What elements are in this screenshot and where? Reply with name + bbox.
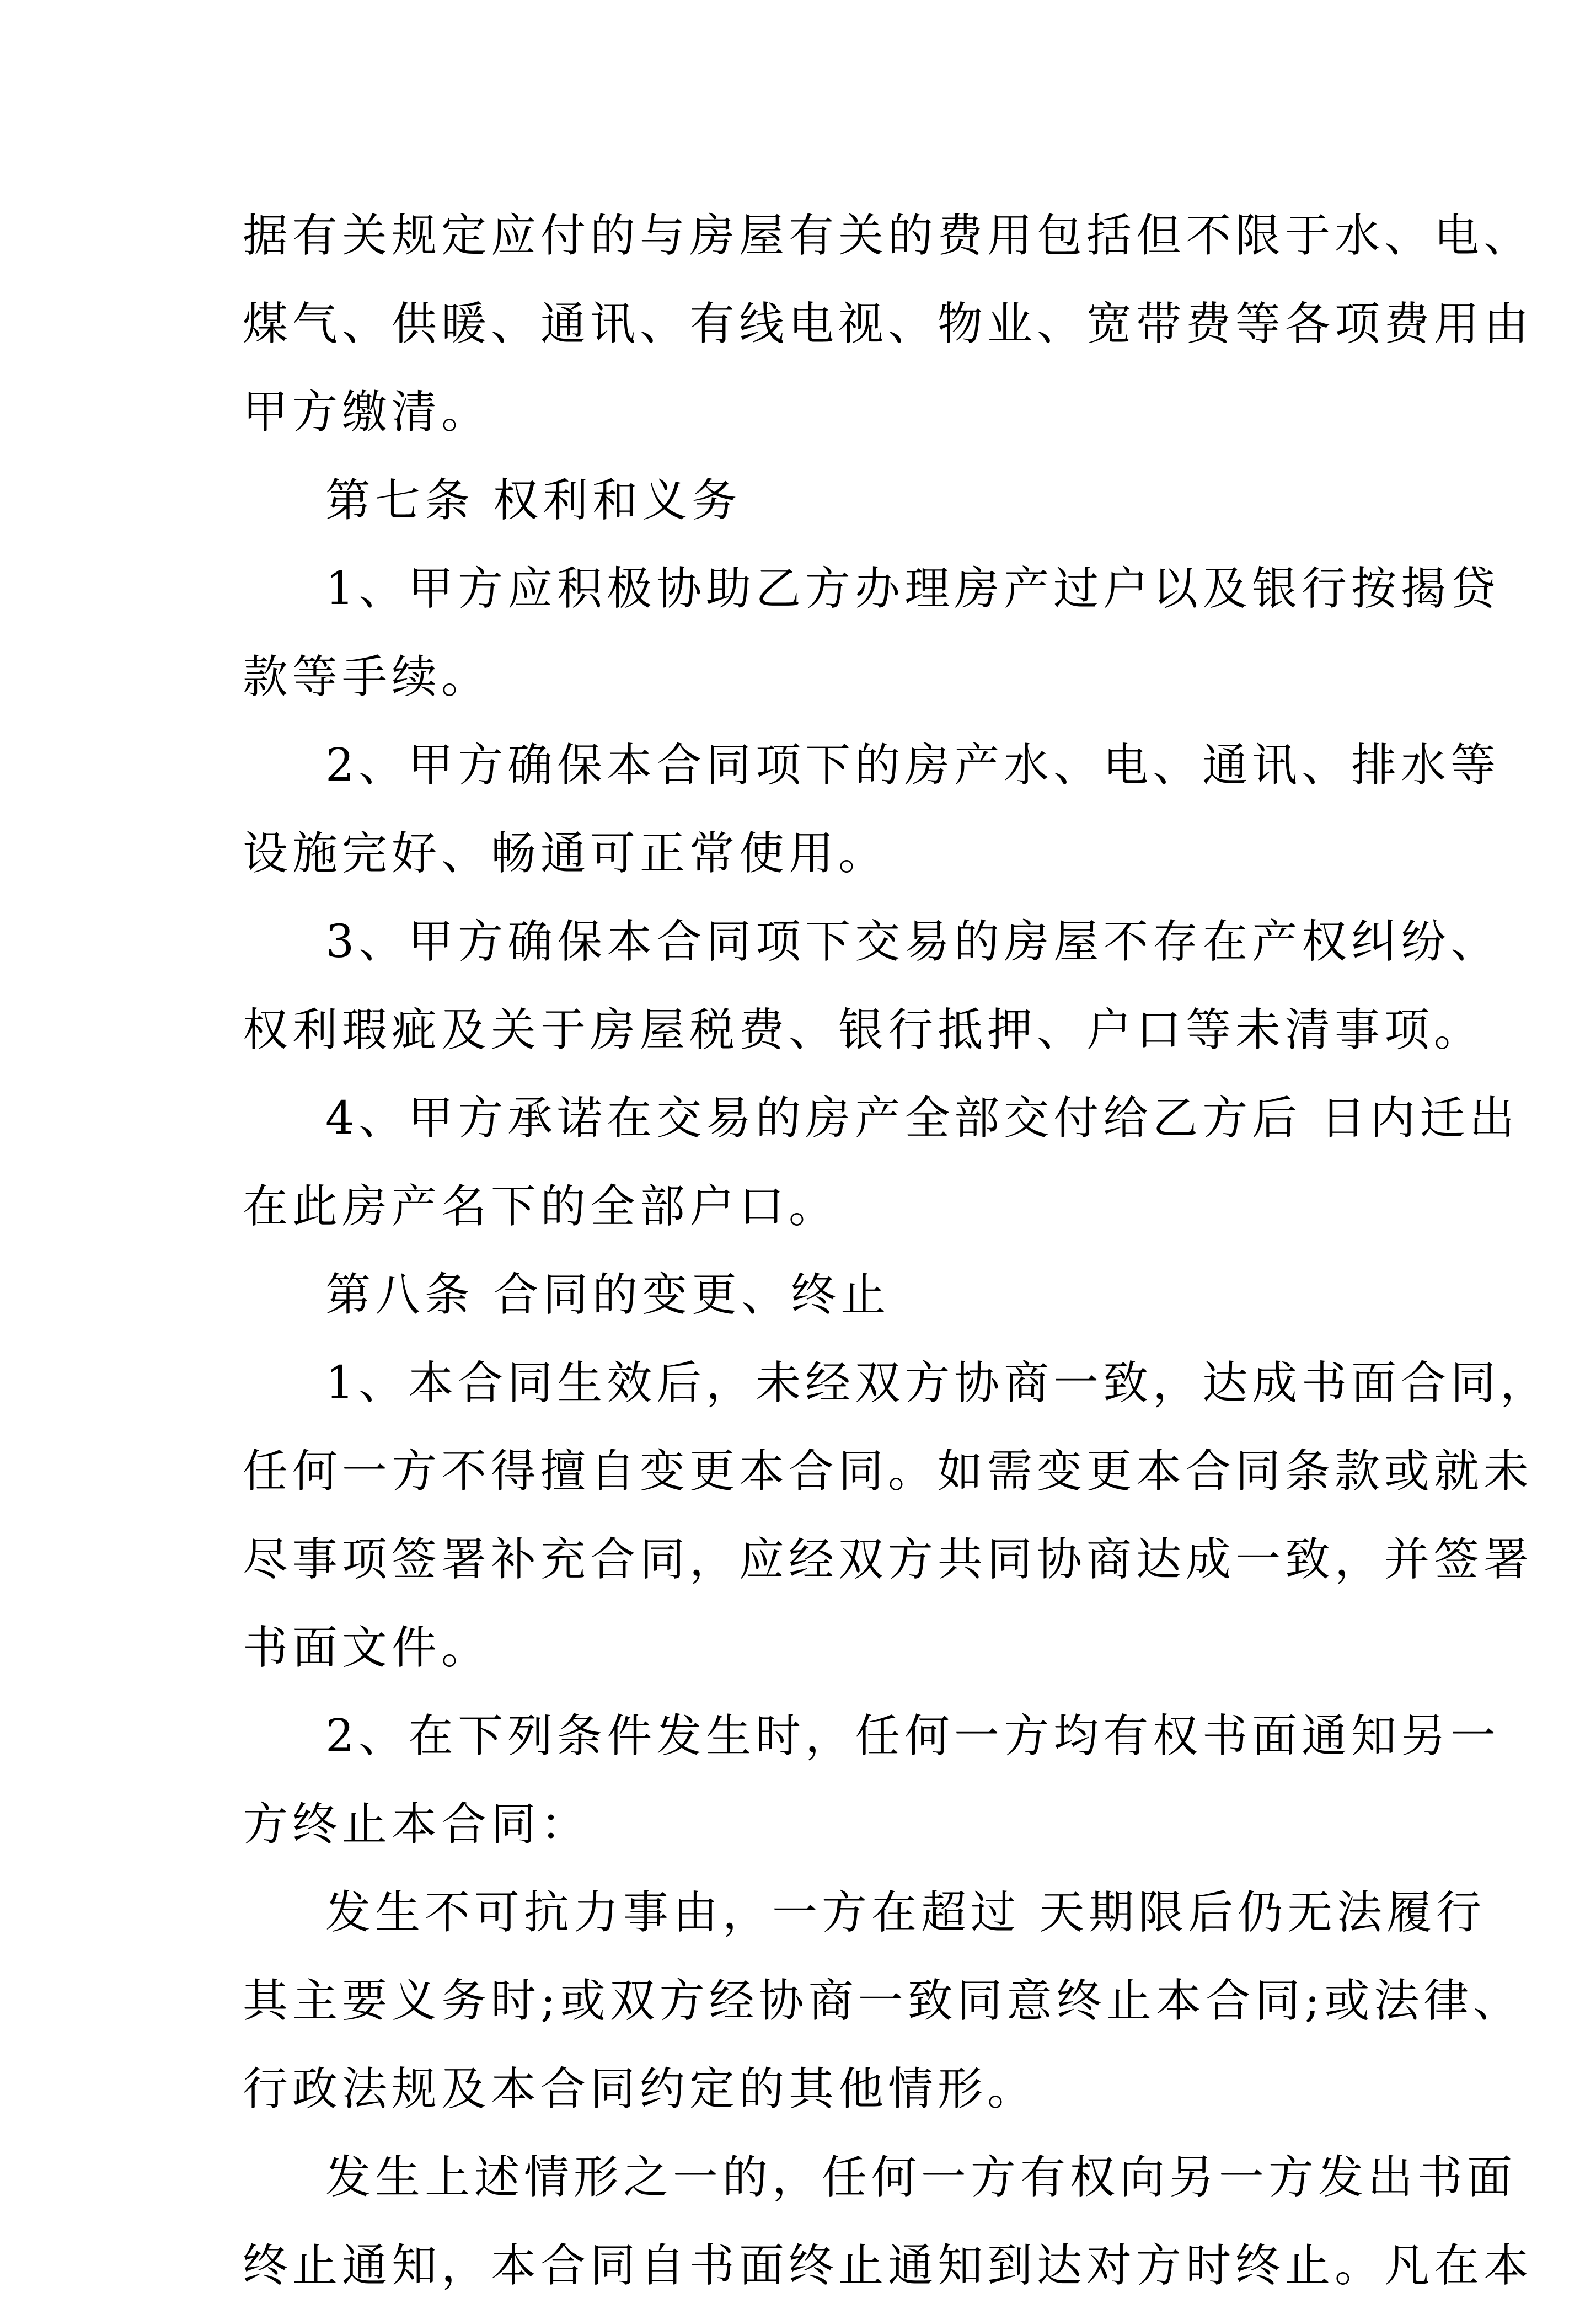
text-line: 书面文件。 [243, 1622, 491, 1674]
text-line: 款等手续。 [243, 651, 491, 703]
text-line: 3、甲方确保本合同项下交易的房屋不存在产权纠纷、 [325, 916, 1501, 968]
section-heading-8: 第八条 合同的变更、终止 [325, 1269, 891, 1321]
text-line: 甲方缴清。 [243, 386, 491, 439]
text-line: 据有关规定应付的与房屋有关的费用包括但不限于水、电、 [243, 210, 1534, 262]
text-line: 权利瑕疵及关于房屋税费、银行抵押、户口等未清事项。 [243, 1004, 1484, 1056]
text-line: 2、在下列条件发生时，任何一方均有权书面通知另一 [325, 1710, 1501, 1762]
text-line: 1、本合同生效后，未经双方协商一致，达成书面合同， [325, 1357, 1550, 1409]
text-line: 其主要义务时;或双方经协商一致同意终止本合同;或法律、 [243, 1975, 1523, 2027]
text-line: 发生不可抗力事由，一方在超过 天期限后仍无法履行 [325, 1887, 1486, 1939]
text-line: 2、甲方确保本合同项下的房产水、电、通讯、排水等 [325, 739, 1501, 792]
text-line: 任何一方不得擅自变更本合同。如需变更本合同条款或就未 [243, 1445, 1534, 1498]
text-line: 发生上述情形之一的，任何一方有权向另一方发出书面 [325, 2151, 1517, 2204]
text-line: 设施完好、畅通可正常使用。 [243, 827, 888, 880]
text-line: 终止通知，本合同自书面终止通知到达对方时终止。凡在本 [243, 2240, 1534, 2292]
text-line: 1、甲方应积极协助乙方办理房产过户以及银行按揭贷 [325, 563, 1501, 615]
text-line: 行政法规及本合同约定的其他情形。 [243, 2063, 1037, 2115]
text-line: 4、甲方承诺在交易的房产全部交付给乙方后 日内迁出 [325, 1092, 1519, 1145]
section-heading-7: 第七条 权利和义务 [325, 474, 742, 527]
text-line: 在此房产名下的全部户口。 [243, 1180, 839, 1233]
text-line: 方终止本合同： [243, 1798, 591, 1851]
text-line: 尽事项签署补充合同，应经双方共同协商达成一致，并签署 [243, 1533, 1534, 1586]
text-line: 煤气、供暖、通讯、有线电视、物业、宽带费等各项费用由 [243, 298, 1534, 350]
